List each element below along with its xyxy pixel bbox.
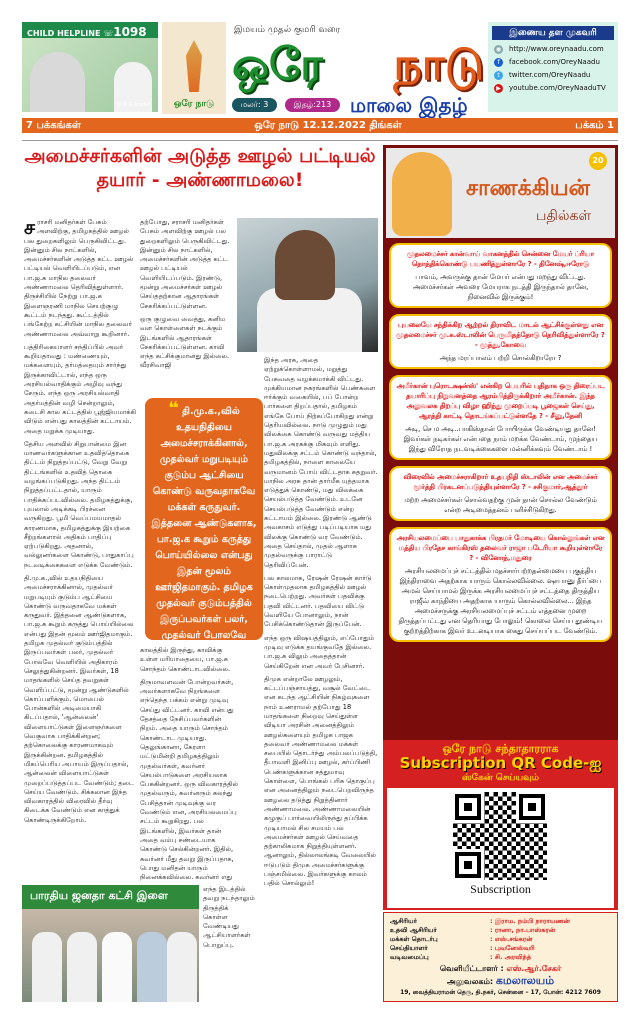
paragraph: எந்த ஒரு விஷயத்திலும், எப்போதும் முடிவு எடுக்க தயங்குவதே இல்லை. பா.ஜ.க விலும் அதைத்தான் செய்கிறேன் என அவர் பேசினார். xyxy=(264,633,375,670)
page-number: பக்கம் 1 xyxy=(575,119,614,131)
ad-caption: Dr.R.G.Anand xyxy=(116,102,150,108)
credit-role: செய்தியாளர் xyxy=(390,944,428,952)
helpline-label: CHILD HELPLINE xyxy=(27,29,101,38)
twitter-icon: t xyxy=(494,71,503,80)
credit-row xyxy=(390,953,611,962)
link-text: youtube.com/OreyNaaduTV xyxy=(509,84,606,92)
qa-item xyxy=(389,314,612,369)
subscription-line2: Subscription QR Code-ஐ xyxy=(399,754,602,772)
web-links-title: இணைய தள முகவரி xyxy=(492,26,614,40)
annamalai-photo xyxy=(237,218,378,352)
link-text: http://www.oreynaadu.com xyxy=(509,45,604,53)
ad-portrait xyxy=(30,52,85,112)
credit-name: : சி. அரவிந்த் xyxy=(490,953,532,961)
twitter-link[interactable] xyxy=(494,70,618,80)
date-strip xyxy=(22,118,618,133)
newspaper-logo xyxy=(162,22,226,114)
masthead-part2: நாடு xyxy=(393,39,484,90)
facebook-link[interactable] xyxy=(494,57,618,67)
panel-title: சாணக்கியன் xyxy=(466,176,590,201)
qa-list xyxy=(389,243,612,642)
credit-role: மக்கள் தொடர்பு xyxy=(390,935,438,943)
paragraph: எந்த இடத்தில் தவறு நடந்தாலும் திருத்திக் கொள்ள வேண்டியது ஆட்சியாளர்கள் பொறுப்பு. xyxy=(203,885,255,949)
credit-name: : புவனேஸ்வரி xyxy=(490,944,535,952)
question: விரைவில் அமைச்சராகிறார் உதயநிதி ஸ்டாலின் என அமைச்சர் மூர்த்தி பிரகடனப்படுத்தியுள்ளாரே ? - சசிகுமார்,ஆத்தூர் xyxy=(403,473,598,491)
edition-label: மாலை இதழ் xyxy=(350,93,468,117)
qr-caption: Subscription xyxy=(470,882,531,896)
youtube-link[interactable] xyxy=(494,83,618,93)
tagline: இமயம் முதல் குமரி வரை xyxy=(234,25,341,35)
credit-row xyxy=(390,944,611,953)
answer: அரசியலமைப்புச் சட்டத்தில் மதச்சார்பற்றதன்மையை புகுத்திய இந்திராவை அதற்காக யாரும் கொல்லவில்லை. ஷாபானு தீர்ப்பை அமல் செய்யாமல் இருக்க அரசியலமைப்புச் சட்டத்தை திருத்திய ராஜீவ் காந்தியை அதற்காக யாரும் கொல்லவில்லை... இந்த அமைச்சருக்கு அரசியலமைப்புச் சட்டம் எத்தனை முறை திருத்தப்பட்டது என தெரியாது போலும்! கொலை செய்ய தூண்டிய குற்றத்திற்காக இவர் உடனடியாக கைது செய்யப்பட வேண்டும். xyxy=(398,567,603,635)
masthead-part1: ஒரே xyxy=(232,39,323,90)
paragraph: தி.மு.க.,வில் உதயநிதியை அமைச்சராக்கினால், முதல்வர் மறுபடியும் குடும்ப ஆட்சியை கொண்டு வருவதாகவே மக்கள் கருதுவர். இத்தனை ஆண்டுகளாக, பா.ஜ.க கூறும் கருத்து பொய்யில்லை என்பது இதன் மூலம் ஊர்ஜிதமாகும். தமிழக முதல்வர் குடும்பத்தில் இருப்பவர்கள் பலர், முதல்வர் போலவே வெளியில் அதிகாரம் செலுத்துகின்றனர். இவர்கள், 18 மாதங்களில் செய்த தவறுகள் வெளிப்பட்டு, மூன்று ஆண்டுகளில் கொப்பளிக்கும். மொபைல் போன்களில் அடிமையாகி கிடப்பதால், 'ஆன்லைன்' விளையாட்டுகள் இளைஞர்களை வெகுவாக பாதிக்கின்றன; தற்கொலைக்கு காரணமாகவும் இருக்கின்றன. தமிழகத்தில் மிகப்பெரிய அபாயம் இருப்பதால், ஆன்லைன் விளையாட்டுகள் முறைப்படுத்தப்பட வேண்டும்; தடை செய்ய வேண்டும். சிக்கலான இந்த விவகாரத்தில் விரைவில் தீர்வு கிடைக்க வேண்டும் என காத்துக் கொண்டிருக்கிறோம். xyxy=(24,573,135,824)
child-helpline-ad xyxy=(22,22,158,112)
volume-badge: மலர்: 3 xyxy=(232,98,277,112)
article-column-2-side xyxy=(203,885,255,1005)
pull-quote xyxy=(145,398,263,640)
credit-row xyxy=(390,935,611,944)
link-text: twitter.com/OreyNaadu xyxy=(509,71,591,79)
page-count: 7 பக்கங்கள் xyxy=(26,119,81,131)
question: அரசியலமைப்பை பாதுகாக்க பிரதமர் மோடியை கொல்லுங்கள் என மத்திய பிரதேச காங்கிரஸ் தலைவர் ராஜா படேரியா கூறியுள்ளாரே ? - வினோத்,மதுரை xyxy=(396,534,605,562)
anniversary-badge: 20 xyxy=(589,152,607,170)
answer: அந்த மரப்பாலம் பற்றி சொல்கிறாரோ ? xyxy=(439,354,562,362)
credits-box xyxy=(383,912,618,1002)
credit-role: வடிவமைப்பு xyxy=(390,953,429,961)
helpline-bar: CHILD HELPLINE ☏1098 xyxy=(22,22,158,38)
issue-date: ஒரே நாடு 12.12.2022 திங்கள் xyxy=(254,119,402,131)
credit-role: உதவி ஆசிரியர் xyxy=(390,926,437,934)
credit-role: ஆசிரியர் xyxy=(390,917,417,925)
issue-badge: இதழ்:213 xyxy=(285,98,340,112)
paragraph: ராசரி மனிதர்கள் பேசும் அளவிற்கு, தமிழகத்தில் ஊழல் பல துறைகளிலும் பெருகிவிட்டது. இன்னும் சில நாட்களில், அமைச்சர்களின் அடுத்த கட்ட ஊழல் பட்டியல் வெளியிடப்படும், என பா.ஜ.க மாநில தலைவர் அண்ணாமலை தெரிவித்துள்ளார். திருச்சியில் நேற்று பா.ஜ.க இளைஞரணி மாநில செயற்குழு கூட்டம் நடந்தது. கூட்டத்தில் பங்கேற்ற கட்சியின் மாநில தலைவர் அண்ணாமலை அவ்வாறு கூறினார். xyxy=(24,218,134,338)
answer: பாவம், அவருக்கு தான் மேயர் என்பது மறந்து விட்டது. அமைச்சர்கள் அவரை மேயராக நடத்தி இருந்தால் தானே, நினைவில் இருக்கும்! xyxy=(412,273,589,301)
open-quote-icon: ❝ xyxy=(168,398,179,419)
web-links-box xyxy=(488,22,618,112)
credit-name: : ரானா, நா.பாஸ்கரன் xyxy=(490,926,556,934)
answer: அடி, செ ம அடி..பாகிஸ்தான் போயிருக்க வேண்டியது தானே! இவர்கள் நடிகர்கள் என்பதை நாம் மறக்க வேண்டாம், முந்தைய இந்து விரோத நடவடிக்கைகளை மன்னிக்கவும் வேண்டாம் ! xyxy=(403,425,598,453)
paragraph: பல காலமாக, ரேஷன் ரேஷன் கார்டு கொள்முதலாக தமிழகத்தில் ஊழல் நடைபெற்றது. அவர்கள் பதவிக்கு பதவி விட்டனர். பதவியை விட்டு வெளியே போனாலும், நான் பேசிக்கொண்டுதான் இருப்பேன். xyxy=(264,573,372,629)
office-address: 19, வைத்தியராமன் தெரு, தி.நகர், சென்னை – 17, போன்: 4212 7609 xyxy=(400,989,601,996)
chanakyan-banner xyxy=(386,148,615,238)
qa-item xyxy=(389,466,612,521)
question: அமீர்கான் புரொடக்ஷன்ஸ்' என்கிற பெயரில் புதிதாக ஒரு திரைப்பட தயாரிப்பு நிறுவனத்தை ஆரம்பித்திருக்கிறார் அமீர்கான். இந்த அலுவலக திறப்பு விழா ஹிந்து முறைப்படி பூஜைகள் செய்து, ஆரத்தி காட்டி தொடங்கப்பட்டுள்ளதே ? - சீனு,தேனி xyxy=(396,382,605,420)
credit-name: : இராம. நம்பி நாராயணன் xyxy=(490,917,570,925)
paragraph: காலத்தில் இருந்து, காவிக்கு உள்ள மரியாதையை, பா.ஜ.க சொந்தம் கொண்டாடவில்லை. xyxy=(140,646,231,673)
link-text: facebook.com/OreyNaadu xyxy=(509,58,600,66)
office-label: அலுவலகம்: xyxy=(446,977,494,986)
question: புயலையே சந்திக்கிற ஆற்றல் திராவிட மாடல் ஆட்சிக்குள்ளது என முதலமைச்சர் மு.க.ஸ்டாலின் பெருமிதத்தோடு தெரிவித்துள்ளாரே ? - முத்து,கோவை xyxy=(396,321,605,349)
publisher-line xyxy=(390,964,611,974)
paragraph: தற்போது, சராசரி மனிதர்கள் பேசும் அளவிற்கு ஊழல் பல துறைகளிலும் பெருகிவிட்டது. இன்னும் சில நாட்களில், அமைச்சர்களின் அடுத்த கட்ட ஊழல் பட்டியல் வெளியிடப்படும். இரண்டு, மூன்று அமைச்சர்கள் ஊழல் செய்ததற்கான ஆதாரங்கள் சேகரிக்கப்பட்டுள்ளன. xyxy=(140,218,230,310)
credit-name: : எஸ்.சங்கரன் xyxy=(490,935,533,943)
youtube-icon: ▶ xyxy=(494,84,503,93)
article-headline: அமைச்சர்களின் அடுத்த ஊழல் பட்டியல் தயார் - அண்ணாமலை! xyxy=(24,145,376,191)
article-column-1 xyxy=(24,218,136,882)
website-link[interactable] xyxy=(494,44,618,54)
credit-row xyxy=(390,917,611,926)
article-column-2-bottom xyxy=(140,646,240,882)
panel-subtitle: பதில்கள் xyxy=(536,208,592,224)
paragraph: திமுக என்றாலே ஊழலும், கட்டப்பஞ்சாயத்து, வசூல் வேட்டை என கடந்த ஆட்சியின் நிகழ்வுகளை நாம் உணராமல் தற்போது 18 மாதங்களை நிறைவு செய்துள்ள விடியா அரசின் அனைத்திலும் ஊழல்களையும் தமிழக பாஜக தலைவர் அண்ணாமலை மக்கள் சபையில் தொடர்ந்து அம்பலப்படுத்தி, தீபாவளி இனிப்பு ஊழல், கர்ப்பிணி பெண்களுக்கான சத்துமாவு கொள்ளை, பொங்கல் பரிசு தொகுப்பு என அனைத்திலும் நடைபெறவிருந்த ஊழலை தடுத்து நிறுத்தினார் அண்ணாமலை. அண்ணாமலையின் கழுகுப் பார்வையிலிருந்து தப்பிக்க முடியாமல் சில சமயம் பல அமைச்சர்கள் ஊழல் செய்வதை தற்காலிகமாக நிறுத்தியுள்ளனர். ஆனாலும், தில்லாலங்கடி வேலையில் ஈடுபடும் திமுக அமைச்சர்களுக்கு பஞ்சமில்லை. இவர்களுக்கு காலம் பதில் சொல்லும்! xyxy=(264,674,378,888)
subscription-line1: ஒரே நாடு சந்தாதாரராக xyxy=(442,742,559,755)
paragraph: ஒரு குழுவை வைத்து, கனிம வள கொள்ளைகள் நடக்கும் இடங்களில் ஆதாரங்கள் சேகரிக்கப்பட்டுள்ளன. காவி எந்த கட்சிக்குமானது இல்லை. வீரசிவாஜி xyxy=(140,314,230,370)
globe-icon: ◉ xyxy=(495,45,502,53)
facebook-icon: f xyxy=(494,58,503,67)
publisher-label: வெளியீட்டாளர் : xyxy=(439,964,504,973)
chanakya-illustration xyxy=(392,152,452,236)
subscription-qr-code[interactable] xyxy=(453,792,547,880)
office-name: கமலாலயம் xyxy=(495,974,555,987)
paragraph: பத்திரிகையாளர் சந்திப்பில் அவர் கூறியதாவது : மண்ணையும், மக்களையும், தர்மத்தையும் சார்ந்து இருக்காவிட்டால், எந்த ஒரு அரசியல்வாதிக்கும் அழிவு வந்து சேரும். எந்த ஒரு அரசியல்வாதி அதர்மத்தின் வழி சென்றாலும், கடைசி கால கட்டத்தில் பூஜ்ஜியமாக்கி விடும் என்பது காலத்தின் கட்டாயம். அதை மறுக்க முடியாது. xyxy=(24,342,136,435)
publisher-name: எஸ்.ஆர்.சேகர் xyxy=(506,964,562,973)
logo-text: ஒரே நாடு xyxy=(173,99,215,109)
helpline-number: 1098 xyxy=(113,25,147,39)
divider xyxy=(22,140,618,141)
paragraph: தேசிய அளவில் சிறுபான்மை இன மாணவர்களுக்கான உதவித்தொகை திட்டம் நிறுத்தப்பட்டு, வேறு வேறு திட்டங்களில் உதவித் தொகை வழங்கப்படுகிறது. அந்த திட்டம் நிறுத்தப்பட்டதால், யாரும் பாதிக்கப்படவில்லை. தமிழகத்துக்கு, புயலால் அடிக்கடி பிரச்னை வருகிறது. பூமி வெப்பமயமாதல் காரணமாக, தமிழகத்துக்கு இயற்கை சீற்றங்களால் அதிகம் பாதிப்பு ஏற்படுகிறது. அதனால், வல்லுனர்களை கொண்டு, பாதுகாப்பு நடவடிக்கைகளை எடுக்க வேண்டும். xyxy=(24,439,134,569)
photo-banner-text: பாரதிய ஜனதா கட்சி இளை xyxy=(30,889,168,902)
pull-quote-text: தி.மு.க.,வில் உதயநிதியை அமைச்சராக்கினால், முதல்வர் மறுபடியும் குடும்ப ஆட்சியை கொண்டு வருவதாகவே மக்கள் கருதுவர். இத்தனை ஆண்டுகளாக, பா.ஜ.க கூறும் கருத்து பொய்யில்லை என்பது இதன் மூலம் ஊர்ஜிதமாகும். தமிழக முதல்வர் குடும்பத்தில் இருப்பவர்கள் பலர், முதல்வர் போலவே xyxy=(151,406,257,640)
article-column-3 xyxy=(264,356,378,1004)
article-column-2-top xyxy=(140,218,235,394)
paragraph: இந்த அரசு, அதை ஏற்றுக்கொள்ளாமல், மறுத்து பேசுவதை வழக்கமாக்கி விட்டது. முக்கியமான நகரங்களில் பெண்களை ஈர்க்கும் வகையில், பப் போன்ற பார்களை திறப்பதால், தமிழகம் எங்கே போய் நிற்கப்போகிறது என்று தெரியவில்லை. நாடு முழுதும் மது விலக்கை கொண்டு வருவது மத்திய பா.ஜ.க அரசுக்கு மிகவும் எளிது. மதுவிலக்கு சட்டம் கொண்டு வந்தால், தமிழகத்தில், நாளை காலையே வருமானம் போய் விட்டதாக கதறுவர். மாநில அரசு தான் தார்மீக யுத்தமாக எடுத்துக் கொண்டு, மது விலக்கை செயல்படுத்த வேண்டும். உடனே செயல்படுத்த வேண்டும் என்ற கட்டாயம் இல்லை. இரண்டு ஆண்டு அவகாசம் எடுத்து படிப்படியாக மது விலக்கு கொண்டு வர வேண்டும். அதை செய்தால், முதல் ஆளாக முதல்வருக்கு பாராட்டு தெரிவிப்பேன். xyxy=(264,356,378,569)
answer: மற்ற அமைச்சர்கள் சொல்வதற்கு முன் தான் சொல்ல வேண்டும் என்ற அடிமைத்தனம் பளிச்சிடுகிறது. xyxy=(404,496,597,514)
bjp-event-photo xyxy=(22,885,199,1002)
qa-item xyxy=(389,243,612,308)
pen-icon xyxy=(186,40,202,92)
masthead xyxy=(232,38,484,92)
qa-item xyxy=(389,375,612,460)
subscription-line3: ஸ்கேன் செய்யவும் xyxy=(462,773,539,783)
question: முதலமைச்சர் கான்வாய் வாகனத்தில் சென்னை மேயர் ப்ரியா தொத்திக்கொண்டு பயணித்துள்ளாரே ? - தினேஷ்,ஈரோடு xyxy=(406,250,595,268)
office-line xyxy=(390,974,611,988)
drop-cap: ச xyxy=(24,218,36,239)
qa-item xyxy=(389,527,612,642)
credit-row xyxy=(390,926,611,935)
paragraph: திருமாவளவன் போன்றவர்கள், அவர்களாகவே நிறங்களை எந்தெந்த பக்கம் என்று முடிவு செய்து விட்டனர். காவி என்பது தேசத்தை நேசிப்பவர்களின் நிறம். அதை யாரும் சொந்தம் கொண்டாட முடியாது. தெலுங்கானா, கேரளா மட்டுமின்றி தமிழகத்திலும் முதல்வர்கள், கவர்னர் செயல்பாடுகளை அரசியலாக பேசுகின்றனர். ஒரு விவகாரத்தில் முதல்வரும், கவர்னரும் கலந்து பேசித்தான் முடிவுக்கு வர வேண்டும் என, அரசியலமைப்பு சட்டம் கூறுகிறது. பல இடங்களில், இவர்கள் தான் அதை வம்பு சண்டையாக கொண்டு செல்கின்றனர். இதில், கவர்னர் மீது தவறு இருப்பதாக, பொது மனிதன் யாரும் நினைக்கவில்லை. கவர்னர் எது xyxy=(140,677,238,882)
